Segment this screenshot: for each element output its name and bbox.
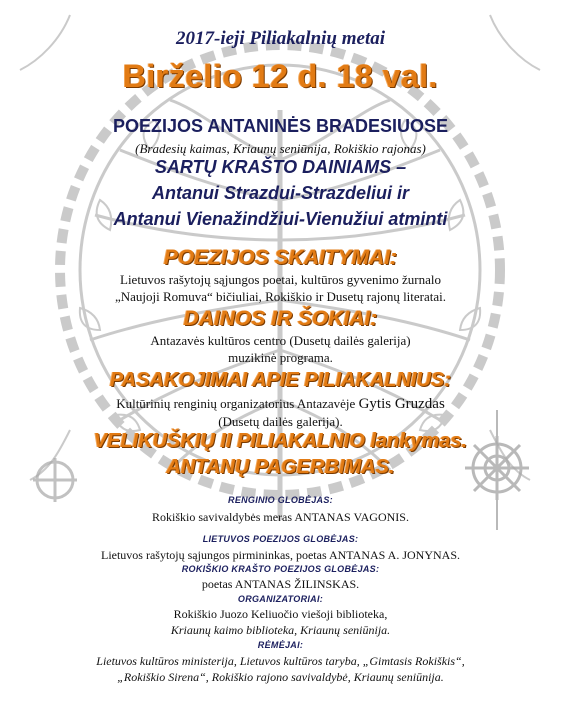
patron-label: RENGINIO GLOBĖJAS: bbox=[228, 495, 333, 505]
dedication-line-3: Antanui Vienažindžiui-Vienužiui atminti bbox=[113, 209, 448, 229]
sponsors-line-1: Lietuvos kultūros ministerija, Lietuvos kultūros taryba, „Gimtasis Rokiškis“, bbox=[96, 654, 465, 668]
organizers-label: ORGANIZATORIAI: bbox=[237, 594, 324, 604]
event-location: (Bradesių kaimas, Kriaunų seniūnija, Rokiškio rajonas) bbox=[135, 141, 426, 156]
patron-text: Rokiškio savivaldybės meras ANTANAS VAGONIS. bbox=[152, 510, 409, 524]
stories-heading: PASAKOJIMAI APIE PILIAKALNIUS: bbox=[109, 369, 452, 391]
visit-heading: VELIKUŠKIŲ II PILIAKALNIO lankymas. bbox=[93, 430, 468, 452]
honor-heading: ANTANŲ PAGERBIMAS. bbox=[166, 456, 395, 478]
songs-heading: DAINOS IR ŠOKIAI: bbox=[183, 307, 378, 330]
stories-line-2: (Dusetų dailės galerija). bbox=[218, 414, 343, 429]
poetry-line-2: „Naujoji Romuva“ bičiuliai, Rokiškio ir Dusetų rajonų literatai. bbox=[114, 289, 447, 304]
songs-line-1: Antazavės kultūros centro (Dusetų dailės galerija) bbox=[150, 333, 411, 348]
region-patron-label: ROKIŠKIO KRAŠTO POEZIJOS GLOBĖJAS: bbox=[181, 564, 380, 574]
poetry-patron-label: LIETUVOS POEZIJOS GLOBĖJAS: bbox=[202, 534, 359, 544]
poetry-patron-text: Lietuvos rašytojų sąjungos pirmininkas, poetas ANTANAS A. JONYNAS. bbox=[100, 548, 461, 562]
region-patron-text: poetas ANTANAS ŽILINSKAS. bbox=[201, 577, 360, 591]
poetry-line-1: Lietuvos rašytojų sąjungos poetai, kultūros gyvenimo žurnalo bbox=[120, 272, 441, 287]
stories-organizer-name: Gytis Gruzdas bbox=[358, 396, 445, 412]
year-title: 2017-ieji Piliakalnių metai bbox=[176, 28, 385, 49]
dedication-line-2: Antanui Strazdui-Strazdeliui ir bbox=[151, 183, 410, 203]
dedication-line-1: SARTŲ KRAŠTO DAINIAMS – bbox=[154, 157, 407, 177]
event-title: POEZIJOS ANTANINĖS BRADESIUOSE bbox=[112, 116, 449, 136]
organizers-line-1: Rokiškio Juozo Keliuočio viešoji biblioteka, bbox=[173, 607, 388, 621]
organizers-line-2: Kriaunų kaimo biblioteka, Kriaunų seniūnija. bbox=[170, 623, 391, 637]
stories-organizer-role: Kultūrinių renginių organizatorius Antazavėje bbox=[116, 396, 359, 411]
poetry-heading: POEZIJOS SKAITYMAI: bbox=[163, 246, 398, 269]
sponsors-label: RĖMĖJAI: bbox=[257, 640, 304, 650]
stories-line-1 bbox=[0, 396, 561, 413]
date-time-heading: Birželio 12 d. 18 val. bbox=[122, 58, 439, 94]
songs-line-2: muzikinė programa. bbox=[228, 350, 333, 365]
sponsors-line-2: „Rokiškio Sirena“, Rokiškio rajono savivaldybė, Kriaunų seniūnija. bbox=[117, 670, 444, 684]
